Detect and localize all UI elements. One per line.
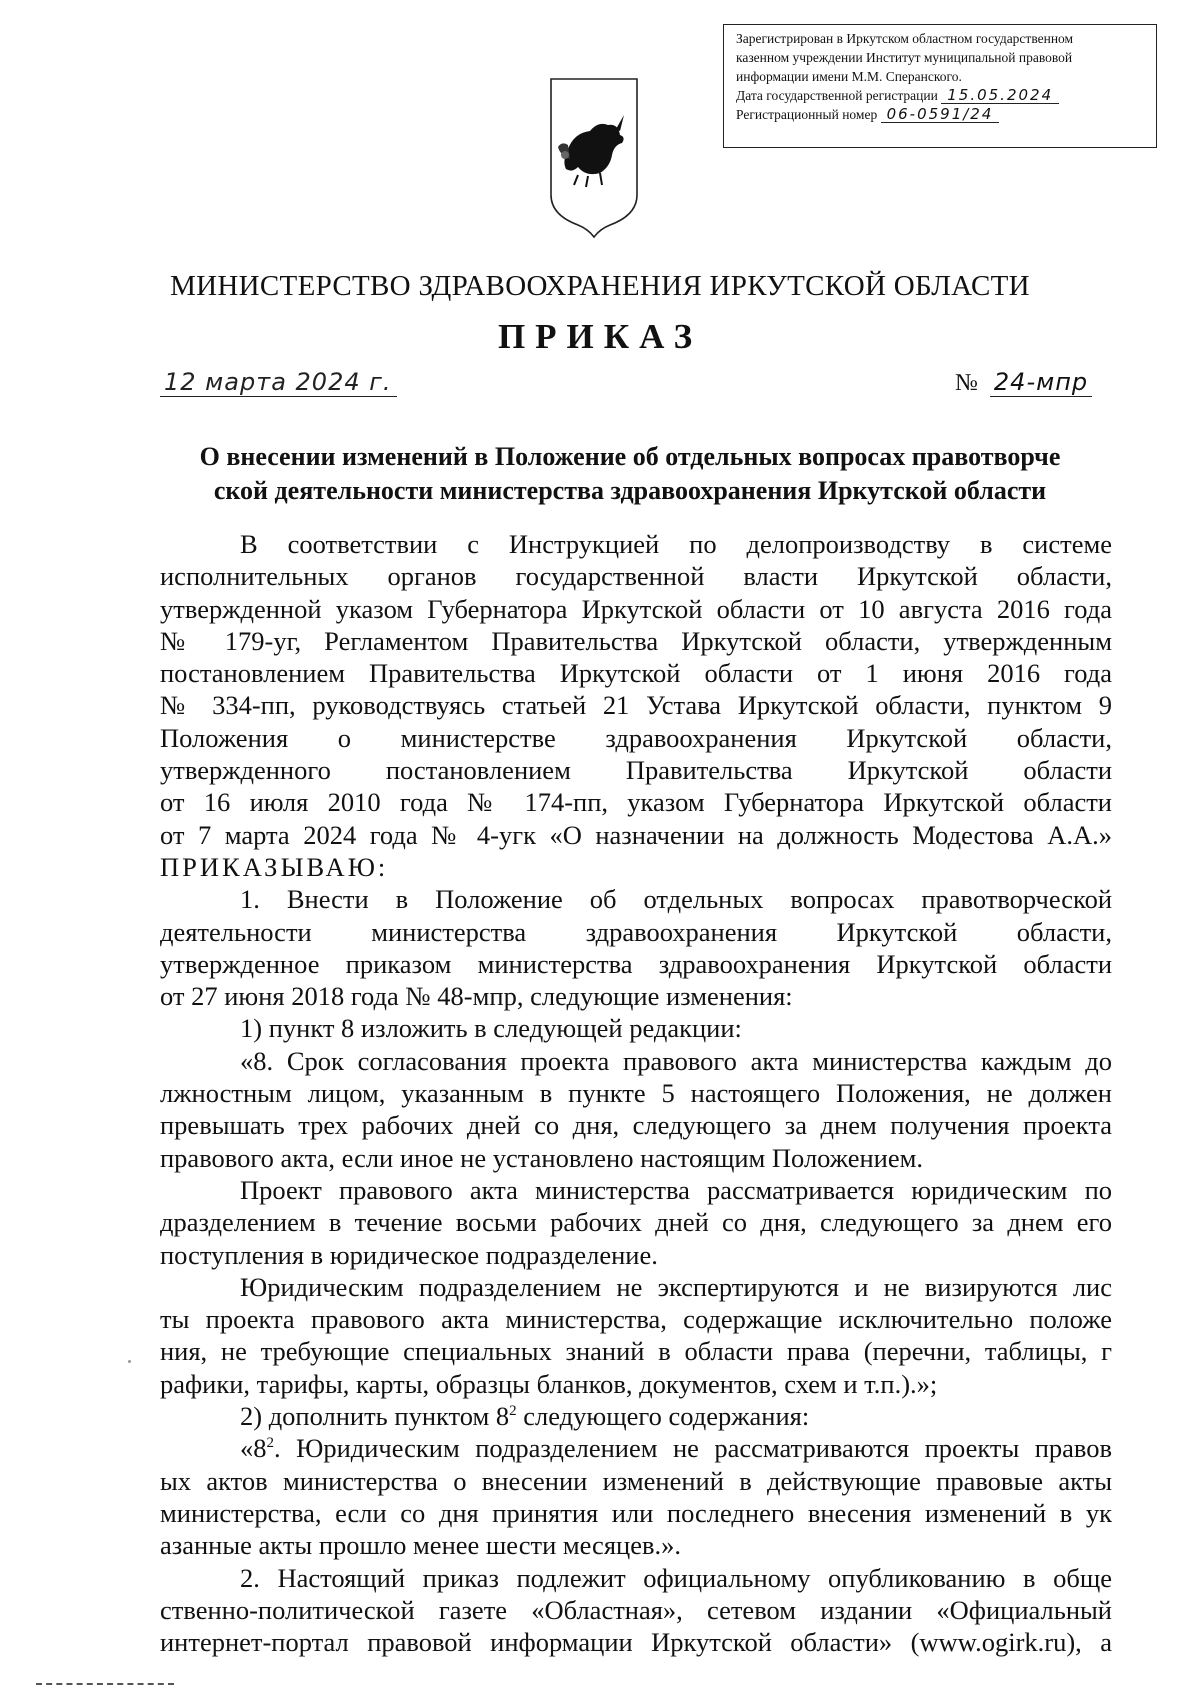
- number-label: №: [955, 370, 978, 396]
- body-line: ния, не требующие специальных знаний в области права (перечни, таблицы, г: [160, 1336, 1112, 1367]
- stamp-reg-row: [736, 105, 1148, 124]
- quote82-text: «8: [240, 1433, 267, 1464]
- body-line: лжностным лицом, указанным в пункте 5 настоящего Положения, не должен: [160, 1078, 1112, 1109]
- body-line: № 334-пп, руководствуясь статьей 21 Устава Иркутской области, пунктом 9: [160, 690, 1112, 721]
- body-line: ственно-политической газете «Областная», сетевом издании «Официальный: [160, 1594, 1112, 1625]
- document-title: [150, 440, 1110, 508]
- body-line: исполнительных органов государственной власти Иркутской области,: [160, 561, 1112, 592]
- body-line: от 7 марта 2024 года № 4-угк «О назначении на должность Модестова А.А.»: [160, 819, 1112, 850]
- body-line: правового акта, если иное не установлено настоящим Положением.: [160, 1142, 924, 1173]
- body-line: 2. Настоящий приказ подлежит официальному опубликованию в обще: [240, 1562, 1112, 1593]
- body-line: 1) пункт 8 изложить в следующей редакции:: [240, 1013, 742, 1044]
- title-line: О внесении изменений в Положение об отдельных вопросах правотворче: [199, 442, 1061, 471]
- superscript: 2: [266, 1435, 274, 1452]
- body-line: рафики, тарифы, карты, образцы бланков, документов, схем и т.п.).»;: [160, 1368, 938, 1399]
- body-line: Положения о министерстве здравоохранения Иркутской области,: [160, 722, 1112, 753]
- body-line: азанные акты прошло менее шести месяцев.».: [160, 1530, 681, 1561]
- document-type: ПРИКАЗ: [497, 317, 703, 356]
- stamp-reg-label: Регистрационный номер: [736, 107, 878, 122]
- body-line: утвержденного постановлением Правительства Иркутской области: [160, 755, 1112, 786]
- stamp-date-row: [736, 86, 1148, 105]
- body-line: утвержденное приказом министерства здравоохранения Иркутской области: [160, 948, 1112, 979]
- body-line: В соответствии с Инструкцией по делопроизводству в системе: [240, 529, 1112, 559]
- body-line: постановлением Правительства Иркутской области от 1 июня 2016 года: [160, 658, 1112, 689]
- sub2-text: 2) дополнить пунктом 8: [240, 1401, 510, 1432]
- footer-rule: [36, 1683, 174, 1685]
- stamp-line: информации имени М.М. Сперанского.: [736, 69, 962, 84]
- body-line-quote82: [160, 1432, 1112, 1464]
- body-line: от 27 июня 2018 года № 48-мпр, следующие изменения:: [160, 981, 793, 1012]
- body-line: 1. Внести в Положение об отдельных вопросах правотворческой: [240, 884, 1112, 915]
- order-date: 12 марта 2024 г.: [160, 368, 397, 397]
- sub2-text: следующего содержания:: [516, 1401, 810, 1432]
- superscript: 2: [509, 1403, 517, 1420]
- body-line: Проект правового акта министерства рассматривается юридическим по: [240, 1174, 1112, 1205]
- body-line: дразделением в течение восьми рабочих дней со дня, следующего за днем его: [160, 1207, 1112, 1238]
- body-line: интернет-портал правовой информации Иркутской области» (www.ogirk.ru), а: [160, 1627, 1112, 1658]
- stamp-line: казенном учреждении Институт муниципальной правовой: [736, 50, 1073, 65]
- order-word: ПРИКАЗЫВАЮ:: [160, 851, 389, 882]
- body-line: от 16 июля 2010 года № 174-пп, указом Губернатора Иркутской области: [160, 787, 1112, 818]
- stamp-date-value: 15.05.2024: [941, 87, 1059, 104]
- body-line: министерства, если со дня принятия или последнего внесения изменений в ук: [160, 1497, 1112, 1528]
- stamp-reg-value: 06-0591/24: [881, 106, 1000, 123]
- stamp-date-label: Дата государственной регистрации: [736, 88, 938, 103]
- body-line: поступления в юридическое подразделение.: [160, 1239, 658, 1270]
- scan-mark: [128, 1360, 131, 1363]
- body-line: «8. Срок согласования проекта правового акта министерства каждым до: [240, 1045, 1112, 1076]
- body-line: утвержденной указом Губернатора Иркутской области от 10 августа 2016 года: [160, 593, 1112, 624]
- ministry-name: МИНИСТЕРСТВО ЗДРАВООХРАНЕНИЯ ИРКУТСКОЙ ОБЛАСТИ: [170, 270, 1030, 302]
- number-value: 24-мпр: [990, 368, 1092, 397]
- body-line: № 179-уг, Регламентом Правительства Иркутской области, утвержденным: [160, 625, 1112, 656]
- body-line-sub2: [160, 1400, 1112, 1432]
- registration-stamp: [723, 24, 1157, 148]
- order-number: [955, 368, 1092, 397]
- stamp-line: Зарегистрирован в Иркутском областном государственном: [736, 31, 1074, 46]
- body-line: ты проекта правового акта министерства, содержащие исключительно положе: [160, 1304, 1112, 1335]
- body-line: Юридическим подразделением не экспертируются и не визируются лис: [240, 1271, 1112, 1302]
- coat-of-arms-icon: [548, 75, 640, 240]
- body-line: превышать трех рабочих дней со дня, следующего за днем получения проекта: [160, 1110, 1112, 1141]
- document-body: [160, 528, 1112, 1658]
- quote82-text: . Юридическим подразделением не рассматриваются проекты правов: [274, 1433, 1112, 1464]
- body-line: деятельности министерства здравоохранения Иркутской области,: [160, 916, 1112, 947]
- body-line: ых актов министерства о внесении изменений в действующие правовые акты: [160, 1465, 1112, 1496]
- title-line: ской деятельности министерства здравоохранения Иркутской области: [213, 476, 1047, 505]
